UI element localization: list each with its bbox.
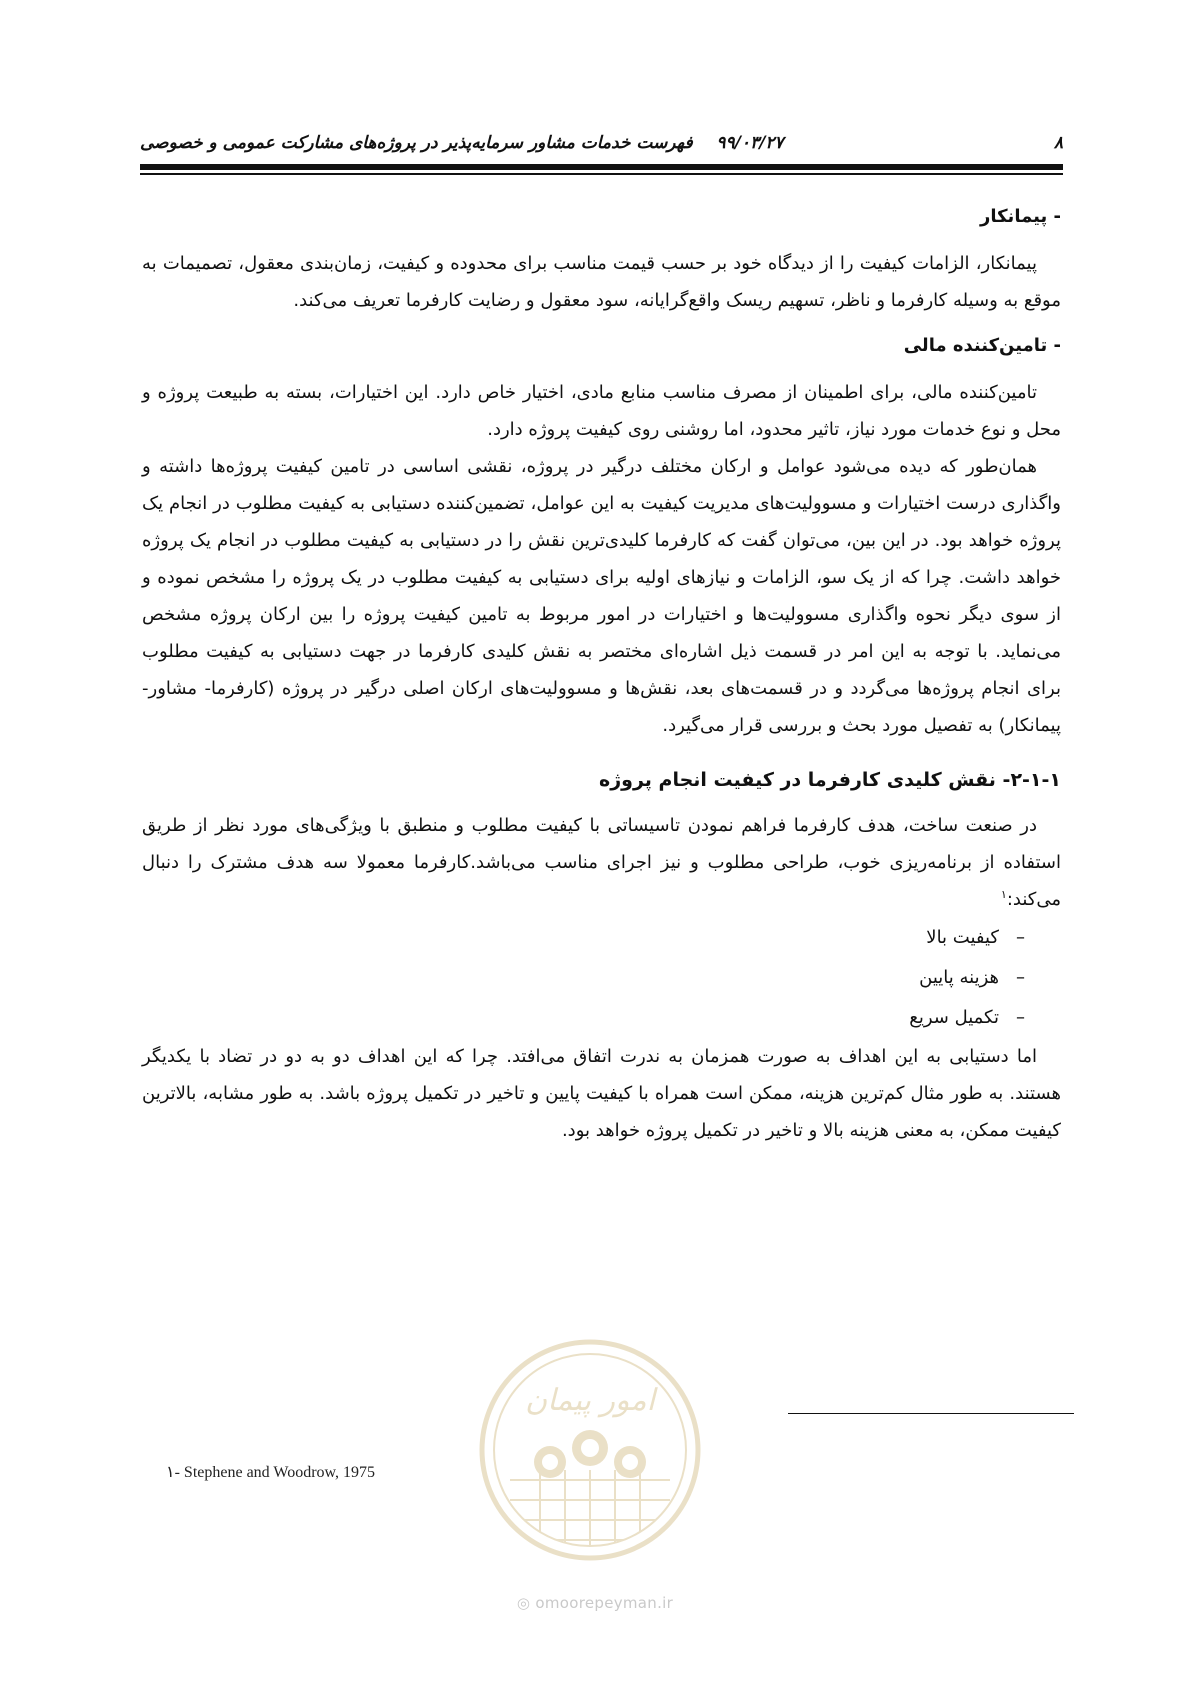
list-item bbox=[142, 958, 1025, 998]
header-date: ۹۹/۰۳/۲۷ bbox=[716, 133, 784, 153]
running-title bbox=[140, 133, 784, 153]
paragraph-roles-summary: همان‌طور که دیده می‌شود عوامل و ارکان مختلف درگیر در پروژه، نقشی اساسی در تامین کیفیت پروژه‌ها داشته و واگذاری درست اختیارات و مسوولیت‌های مدیریت کیفیت به این عوامل، تضمین‌کننده دستیابی به کیفیت مطلوب در انجام یک پروژه خواهد بود. در این بین، می‌توان گفت که کارفرما کلیدی‌ترین نقش را در دستیابی به کیفیت مطلوب در انجام یک پروژه خواهد داشت. چرا که از یک سو، الزامات و نیازهای اولیه برای دستیابی به کیفیت مطلوب در یک پروژه را مشخص نموده و از سوی دیگر نحوه واگذاری مسوولیت‌ها و اختیارات در امور مربوط به تامین کیفیت پروژه را بین ارکان پروژه مشخص می‌نماید. با توجه به این امر در قسمت ذیل اشاره‌ای مختصر به نقش کلیدی کارفرما در جهت دستیابی به کیفیت مطلوب برای انجام پروژه‌ها می‌گردد و در قسمت‌های بعد، نقش‌ها و مسوولیت‌های ارکان اصلی درگیر در پروژه (کارفرما- مشاور- پیمانکار) به تفصیل مورد بحث و بررسی قرار می‌گیرد. bbox=[142, 456, 1061, 736]
page-number: ۸ bbox=[1053, 133, 1063, 153]
list-item-text: هزینه پایین bbox=[919, 967, 999, 988]
list-item bbox=[142, 918, 1025, 958]
list-item-text: تکمیل سریع bbox=[909, 1007, 999, 1028]
paragraph-employer-goals bbox=[142, 807, 1061, 918]
paragraph-employer-goals-text: در صنعت ساخت، هدف کارفرما فراهم نمودن تاسیساتی با کیفیت مطلوب و منطبق با ویژگی‌های مورد نظر از طریق استفاده از برنامه‌ریزی خوب، طراحی مطلوب و نیز اجرای مناسب می‌باشد.کارفرما معمولا سه هدف مشترک را دنبال می‌کند: bbox=[142, 815, 1061, 910]
footnote-reference: ۱ bbox=[1000, 888, 1007, 901]
heading-financier: - تامین‌کننده مالی bbox=[903, 335, 1061, 356]
watermark-site: ◎ omoorepeyman.ir bbox=[516, 1594, 674, 1612]
footnote-separator bbox=[788, 1413, 1074, 1414]
section-heading-employer-role: ۲-۱-۱- نقش کلیدی کارفرما در کیفیت انجام پروژه bbox=[598, 769, 1061, 791]
paragraph-goals-conflict: اما دستیابی به این اهداف به صورت همزمان به ندرت اتفاق می‌افتد. چرا که این اهداف دو به دو در تضاد با یکدیگر هستند. به طور مثال کم‌ترین هزینه، ممکن است همراه با کیفیت پایین و تاخیر در تکمیل پروژه باشد. به طور مشابه، بالاترین کیفیت ممکن، به معنی هزینه بالا و تاخیر در تکمیل پروژه خواهد بود. bbox=[142, 1046, 1061, 1141]
list-item bbox=[142, 998, 1025, 1038]
paragraph-financier: تامین‌کننده مالی، برای اطمینان از مصرف مناسب منابع مادی، اختیار خاص دارد. این اختیارات، بسته به طبیعت پروژه و محل و نوع خدمات مورد نیاز، تاثیر محدود، اما روشنی روی کیفیت پروژه دارد. bbox=[142, 382, 1061, 440]
list-dash: – bbox=[1016, 1007, 1025, 1028]
list-item-text: کیفیت بالا bbox=[926, 927, 999, 948]
header-rule-thin bbox=[140, 173, 1063, 175]
header-title: فهرست خدمات مشاور سرمایه‌پذیر در پروژه‌های مشارکت عمومی و خصوصی bbox=[140, 133, 693, 153]
page-header bbox=[140, 128, 1063, 158]
goals-list bbox=[142, 918, 1061, 1038]
list-dash: – bbox=[1016, 927, 1025, 948]
footnote: ۱- Stephene and Woodrow, 1975 bbox=[166, 1464, 376, 1481]
heading-contractor: - پیمانکار bbox=[979, 206, 1061, 227]
page-body bbox=[142, 198, 1061, 1149]
list-dash: – bbox=[1016, 967, 1025, 988]
watermark-logo-text: امور پیمان bbox=[525, 1383, 655, 1418]
header-rule-thick bbox=[140, 164, 1063, 170]
watermark-site-text: omoorepeyman.ir bbox=[535, 1594, 674, 1612]
watermark-logo bbox=[470, 1330, 710, 1570]
paragraph-contractor: پیمانکار، الزامات کیفیت را از دیدگاه خود بر حسب قیمت مناسب برای محدوده و کیفیت، زمان‌بندی معقول، تصمیمات به موقع به وسیله کارفرما و ناظر، تسهیم ریسک واقع‌گرایانه، سود معقول و رضایت کارفرما تعریف می‌کند. bbox=[142, 253, 1061, 311]
